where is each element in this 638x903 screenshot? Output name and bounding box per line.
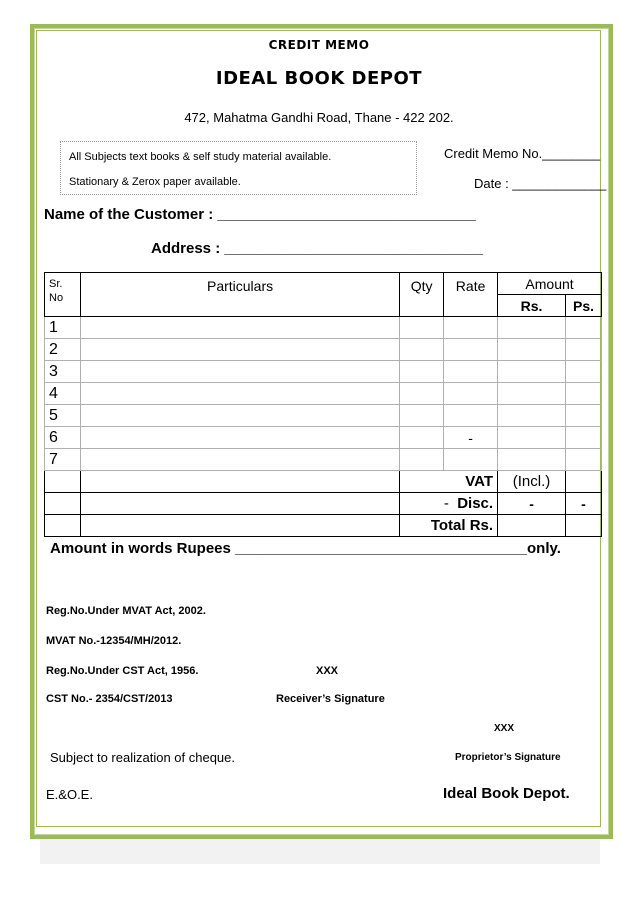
table-header-row bbox=[45, 273, 602, 295]
customer-name-label: Name of the Customer : _______________________________ bbox=[44, 206, 476, 223]
row-number: 2 bbox=[45, 339, 81, 361]
discount-row bbox=[45, 493, 602, 515]
row-6-rate: - bbox=[444, 427, 498, 449]
notice-line-2: Stationary & Zerox paper available. bbox=[69, 176, 241, 188]
table-row bbox=[45, 361, 602, 383]
table-row bbox=[45, 405, 602, 427]
row-number: 4 bbox=[45, 383, 81, 405]
discount-dash: - bbox=[443, 495, 449, 512]
row-number: 7 bbox=[45, 449, 81, 471]
firm-signoff: Ideal Book Depot. bbox=[443, 785, 570, 802]
vat-row bbox=[45, 471, 602, 493]
header-ps: Ps. bbox=[565, 295, 601, 317]
eoe-note: E.&O.E. bbox=[46, 787, 93, 802]
reg-mvat: Reg.No.Under MVAT Act, 2002. bbox=[46, 605, 206, 617]
header-rs: Rs. bbox=[498, 295, 566, 317]
header-rate: Rate bbox=[444, 273, 498, 317]
total-row bbox=[45, 515, 602, 537]
table-row bbox=[45, 427, 602, 449]
amount-in-words: Amount in words Rupees ___________________________________only. bbox=[50, 540, 561, 557]
row-number: 3 bbox=[45, 361, 81, 383]
customer-address-label: Address : _______________________________ bbox=[151, 240, 483, 257]
cst-number: CST No.- 2354/CST/2013 bbox=[46, 693, 173, 705]
header-particulars: Particulars bbox=[80, 273, 399, 317]
memo-date: Date : _____________ bbox=[474, 176, 607, 191]
row-number: 6 bbox=[45, 427, 81, 449]
company-name: IDEAL BOOK DEPOT bbox=[215, 68, 423, 89]
mvat-number: MVAT No.-12354/MH/2012. bbox=[46, 635, 182, 647]
receiver-signature-label: Receiver’s Signature bbox=[276, 693, 385, 705]
header-amount: Amount bbox=[498, 273, 602, 295]
discount-rs: - bbox=[498, 493, 566, 515]
table-row bbox=[45, 449, 602, 471]
proprietor-signature-label: Proprietor’s Signature bbox=[455, 752, 561, 763]
header-sr: Sr. bbox=[49, 278, 63, 290]
header-qty: Qty bbox=[400, 273, 444, 317]
header-no: No bbox=[49, 292, 64, 304]
cheque-note: Subject to realization of cheque. bbox=[50, 750, 236, 765]
discount-label: Disc. bbox=[457, 495, 494, 512]
reg-cst: Reg.No.Under CST Act, 1956. bbox=[46, 665, 199, 677]
discount-ps: - bbox=[565, 493, 601, 515]
notice-box bbox=[60, 141, 417, 195]
table-row bbox=[45, 383, 602, 405]
vat-label: VAT bbox=[400, 471, 498, 493]
memo-type-heading: CREDIT MEMO bbox=[268, 38, 370, 52]
credit-memo-number: Credit Memo No.________ bbox=[444, 146, 601, 161]
vat-value: (Incl.) bbox=[498, 471, 566, 493]
footer-band bbox=[40, 836, 600, 864]
items-table bbox=[44, 272, 602, 537]
proprietor-signature-mark: XXX bbox=[494, 723, 515, 734]
notice-line-1: All Subjects text books & self study material available. bbox=[69, 151, 332, 163]
total-label: Total Rs. bbox=[400, 515, 498, 537]
row-number: 1 bbox=[45, 317, 81, 339]
company-address: 472, Mahatma Gandhi Road, Thane - 422 202. bbox=[184, 110, 454, 125]
receiver-signature-mark: XXX bbox=[316, 665, 339, 677]
header-sr-cell bbox=[45, 273, 81, 317]
row-number: 5 bbox=[45, 405, 81, 427]
table-row bbox=[45, 317, 602, 339]
table-row bbox=[45, 339, 602, 361]
discount-cell bbox=[400, 493, 498, 515]
